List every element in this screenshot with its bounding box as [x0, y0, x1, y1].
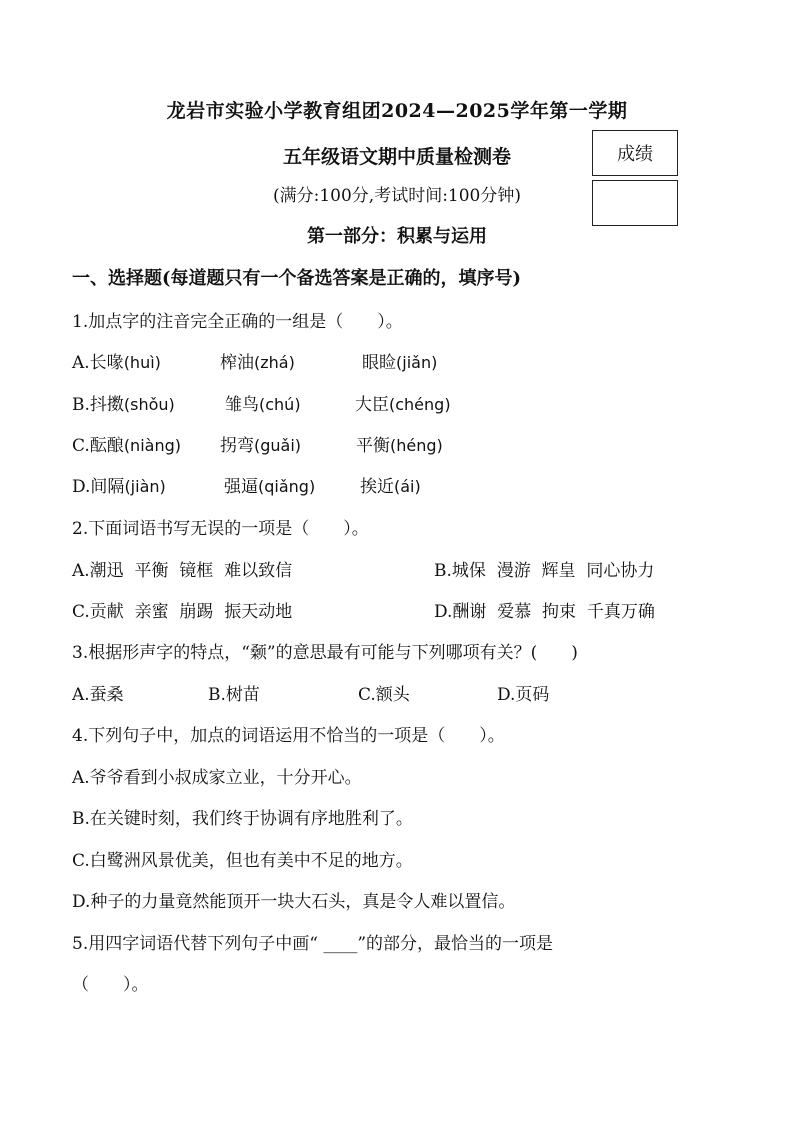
q1-d-word3: 挨近: [360, 477, 394, 497]
q4-option-b: B.在关键时刻，我们终于协调有序地胜利了。: [72, 809, 413, 829]
q4-stem: 4.下列句子中，加点的词语运用不恰当的一项是（ ）。: [72, 726, 505, 746]
q1-a-py3: (jiǎn): [396, 353, 438, 372]
q1-option-c: [72, 431, 181, 456]
q2-option-b: B.城保 漫游 辉皇 同心协力: [434, 561, 655, 581]
q1-c-py2: (guǎi): [254, 436, 302, 455]
q1-c-word1: C.酝酿: [72, 436, 124, 456]
q1-a-py2: (zhá): [254, 353, 295, 372]
exam-title-line1: 龙岩市实验小学教育组团2024—2025学年第一学期: [166, 100, 628, 122]
q1-c-word3: 平衡: [356, 436, 390, 456]
q1-b-py1: (shǒu): [123, 395, 175, 414]
q3-stem: 3.根据形声字的特点，“颡”的意思最有可能与下列哪项有关？( ): [72, 643, 578, 663]
q1-b-word1: B.抖擞: [72, 395, 124, 415]
q1-a-word1: A.长喙: [72, 353, 124, 373]
q1-option-b: [72, 390, 175, 415]
q1-d-py3: (ái): [394, 477, 421, 496]
q1-b-py3: (chéng): [389, 395, 451, 414]
q1-c-part3: [356, 431, 443, 456]
exam-title-line2: 五年级语文期中质量检测卷: [282, 146, 511, 168]
q1-d-py1: (jiàn): [124, 477, 166, 496]
score-label-box: [592, 130, 678, 176]
q3-option-c: C.额头: [358, 685, 410, 705]
section-title: 一、选择题(每道题只有一个备选答案是正确的，填序号): [72, 268, 522, 289]
q1-option-d: [72, 472, 166, 497]
q1-a-word3: 眼睑: [362, 353, 396, 373]
q1-b-part3: [355, 390, 451, 415]
q3-option-a: A.蚕桑: [72, 685, 124, 705]
q5-stem-continued: （ ）。: [72, 975, 149, 995]
q1-c-part2: [220, 431, 301, 456]
q1-d-word1: D.间隔: [72, 477, 125, 497]
q2-option-d: D.酬谢 爱慕 拘束 千真万确: [434, 602, 655, 622]
q2-option-a: A.潮迅 平衡 镜框 难以致信: [72, 561, 293, 581]
q1-d-word2: 强逼: [224, 477, 258, 497]
q1-d-py2: (qiǎng): [258, 477, 316, 496]
q1-d-part3: [360, 472, 421, 497]
q1-c-py1: (niàng): [123, 436, 181, 455]
q1-c-py3: (héng): [390, 436, 443, 455]
q1-a-py1: (huì): [123, 353, 161, 372]
q1-b-part2: [225, 390, 301, 415]
q1-a-part3: [362, 348, 437, 373]
q3-option-b: B.树苗: [208, 685, 260, 705]
q5-stem: 5.用四字词语代替下列句子中画“ ____”的部分，最恰当的一项是: [72, 934, 554, 954]
q1-a-word2: 榨油: [220, 353, 254, 373]
q1-b-py2: (chú): [259, 395, 301, 414]
q1-c-word2: 拐弯: [220, 436, 254, 456]
q1-b-word3: 大臣: [355, 395, 389, 415]
q4-option-d: D.种子的力量竟然能顶开一块大石头，真是令人难以置信。: [72, 892, 516, 912]
q1-option-a: [72, 348, 161, 373]
part-title: 第一部分：积累与运用: [307, 226, 487, 247]
score-label: 成绩: [617, 144, 653, 165]
q1-b-word2: 雏鸟: [225, 395, 259, 415]
exam-subtitle: (满分:100分,考试时间:100分钟): [272, 186, 522, 206]
q3-option-d: D.页码: [497, 685, 550, 705]
q2-option-c: C.贡献 亲蜜 崩踢 振天动地: [72, 602, 293, 622]
q1-stem: 1.加点字的注音完全正确的一组是（ ）。: [72, 312, 403, 332]
q4-option-a: A.爷爷看到小叔成家立业，十分开心。: [72, 768, 362, 788]
q2-stem: 2.下面词语书写无误的一项是（ ）。: [72, 519, 369, 539]
q4-option-c: C.白鹭洲风景优美，但也有美中不足的地方。: [72, 851, 413, 871]
q1-a-part2: [220, 348, 295, 373]
q1-d-part2: [224, 472, 315, 497]
